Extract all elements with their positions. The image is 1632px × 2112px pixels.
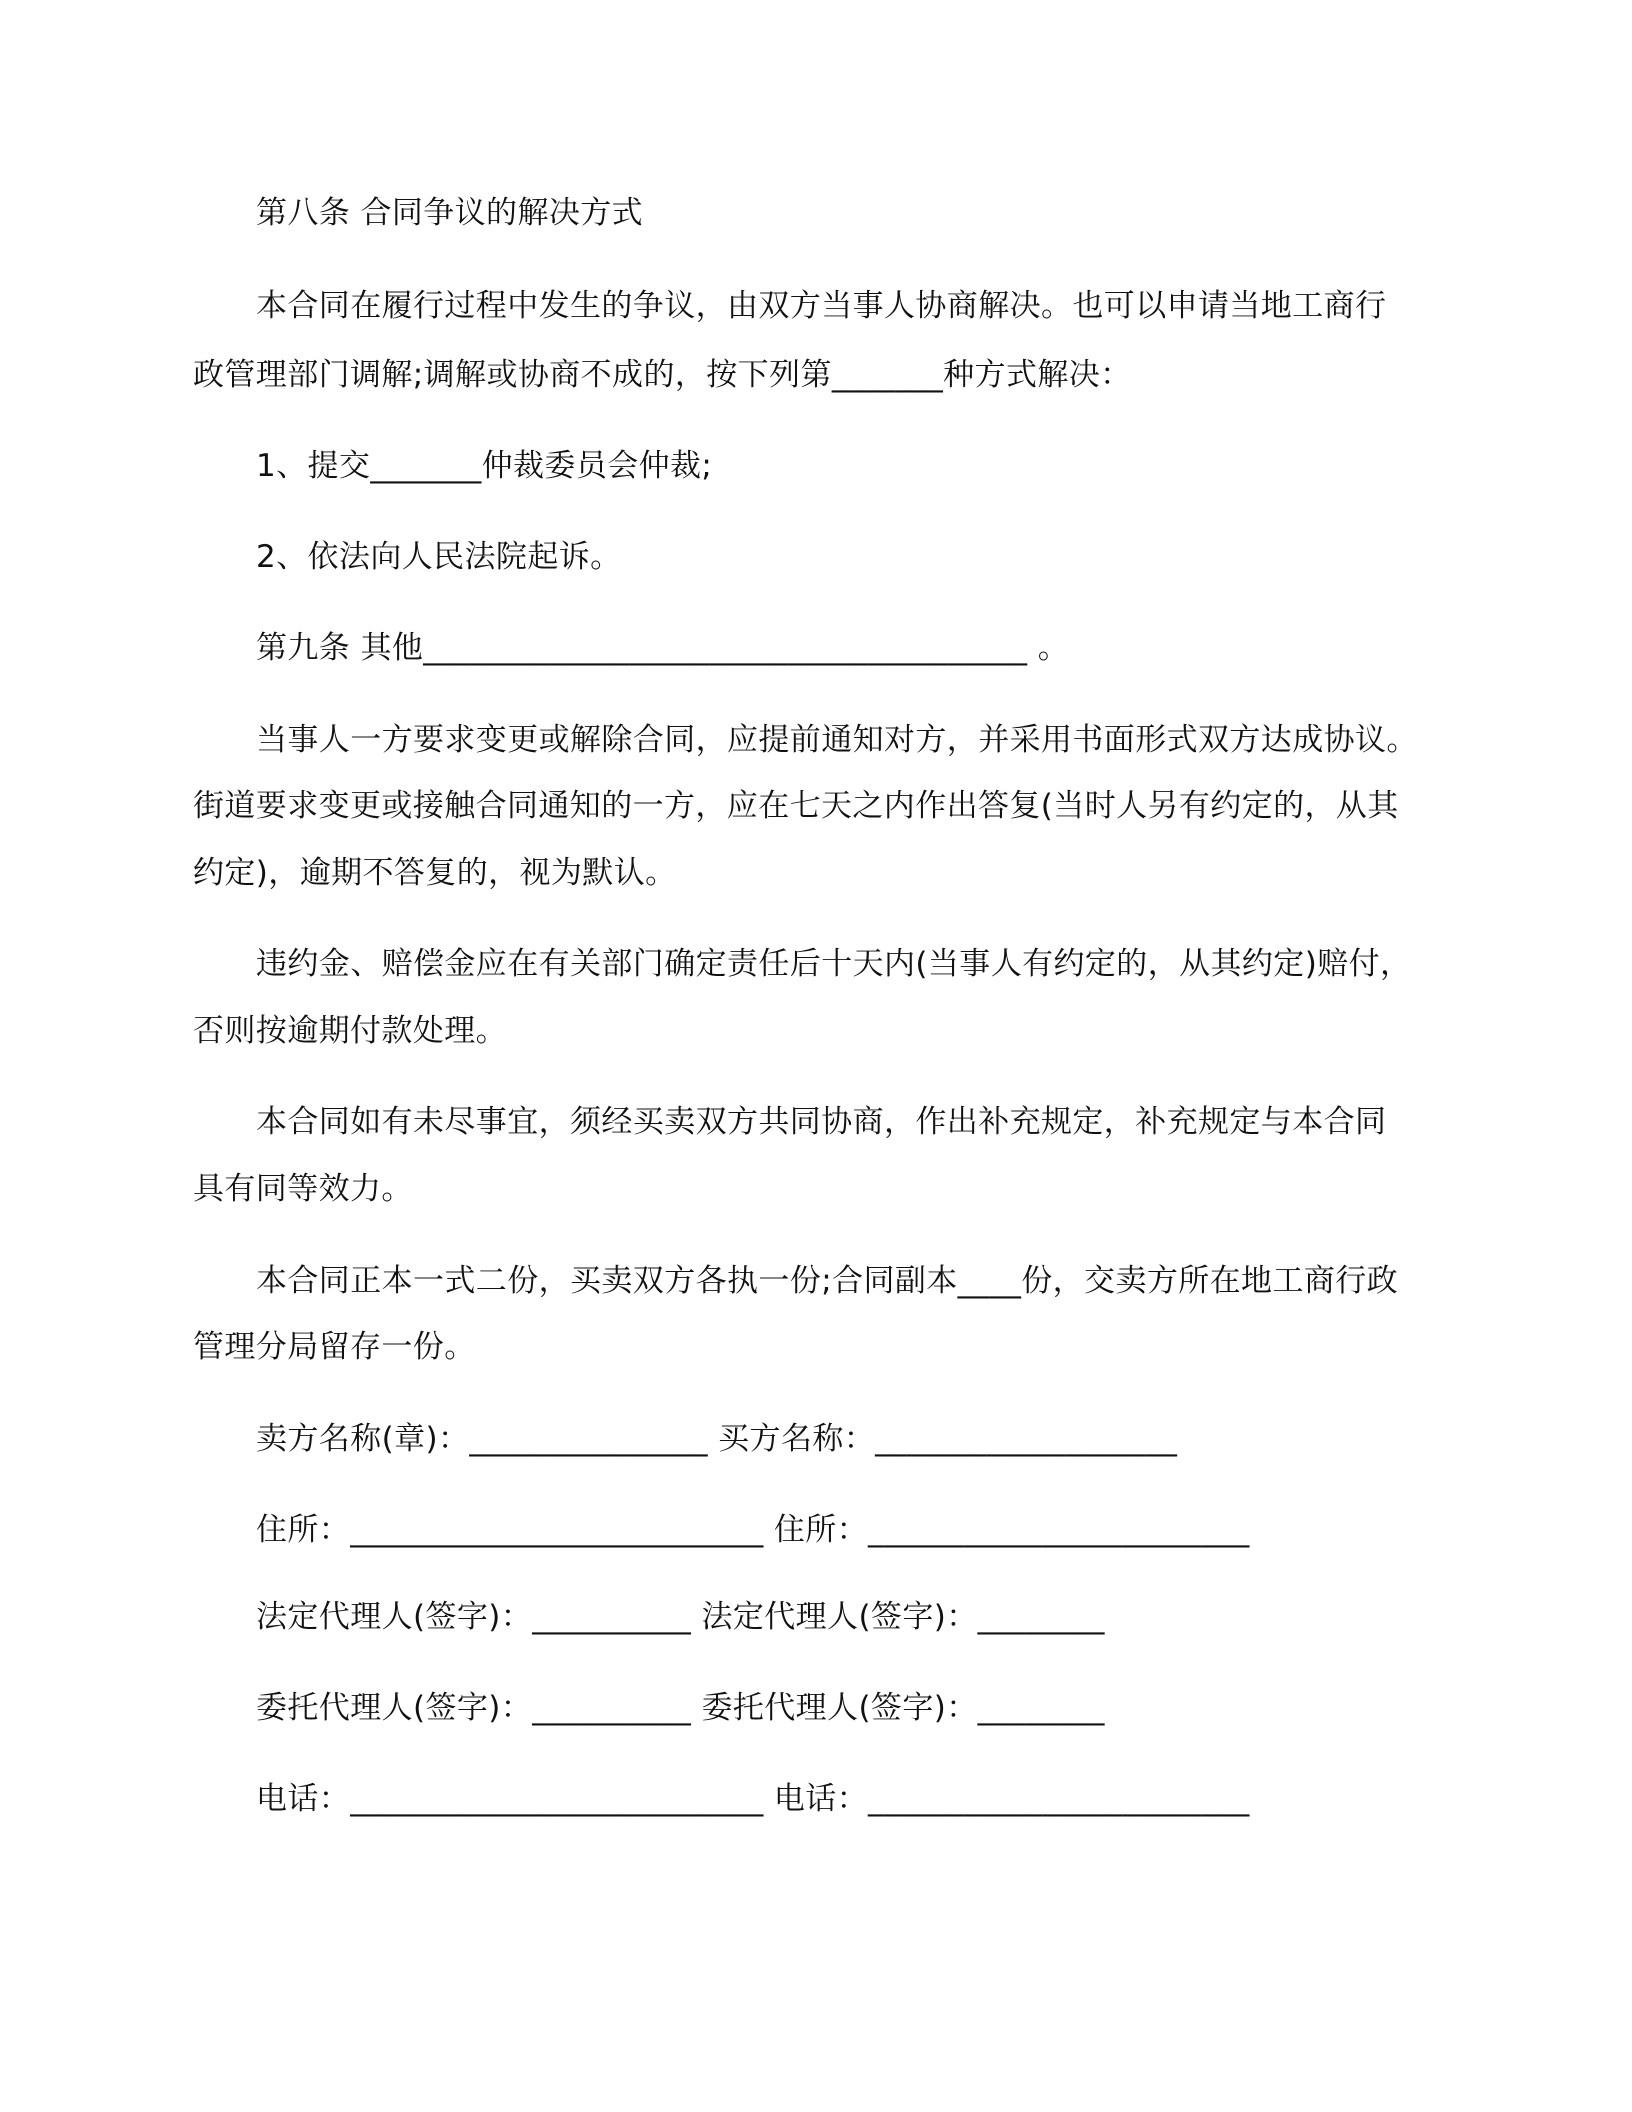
signature-address-row: 住所：__________________________ 住所：________________________ (256, 1512, 1250, 1548)
copies-paragraph-line2: 管理分局留存一份。 (193, 1329, 476, 1365)
signature-legal-rep-row: 法定代理人(签字)：__________ 法定代理人(签字)：________ (256, 1599, 1105, 1635)
supplement-paragraph-line2: 具有同等效力。 (193, 1171, 413, 1207)
change-paragraph-line2: 街道要求变更或接触合同通知的一方，应在七天之内作出答复(当时人另有约定的，从其 (193, 788, 1399, 824)
change-paragraph-line1: 当事人一方要求变更或解除合同，应提前通知对方，并采用书面形式双方达成协议。 (256, 722, 1418, 758)
article8-title: 第八条 合同争议的解决方式 (256, 195, 644, 231)
supplement-paragraph-line1: 本合同如有未尽事宜，须经买卖双方共同协商，作出补充规定，补充规定与本合同 (256, 1104, 1387, 1140)
signature-names-row: 卖方名称(章)：_______________ 买方名称：___________________ (256, 1421, 1178, 1457)
signature-agent-row: 委托代理人(签字)：__________ 委托代理人(签字)：________ (256, 1690, 1105, 1726)
article8-paragraph-line1: 本合同在履行过程中发生的争议，由双方当事人协商解决。也可以申请当地工商行 (256, 288, 1387, 324)
copies-paragraph-line1: 本合同正本一式二份，买卖双方各执一份;合同副本____份，交卖方所在地工商行政 (256, 1263, 1399, 1299)
penalty-paragraph-line2: 否则按逾期付款处理。 (193, 1013, 507, 1049)
article8-paragraph-line2: 政管理部门调解;调解或协商不成的，按下列第_______种方式解决： (193, 357, 1132, 393)
signature-phone-row: 电话：__________________________ 电话：________________________ (256, 1781, 1250, 1817)
article8-item-1: 1、提交_______仲裁委员会仲裁; (256, 448, 713, 484)
change-paragraph-line3: 约定)，逾期不答复的，视为默认。 (193, 855, 677, 891)
article9-title: 第九条 其他______________________________________ 。 (256, 630, 1070, 666)
penalty-paragraph-line1: 违约金、赔偿金应在有关部门确定责任后十天内(当事人有约定的，从其约定)赔付， (256, 946, 1412, 982)
article8-item-2: 2、依法向人民法院起诉。 (256, 539, 622, 575)
